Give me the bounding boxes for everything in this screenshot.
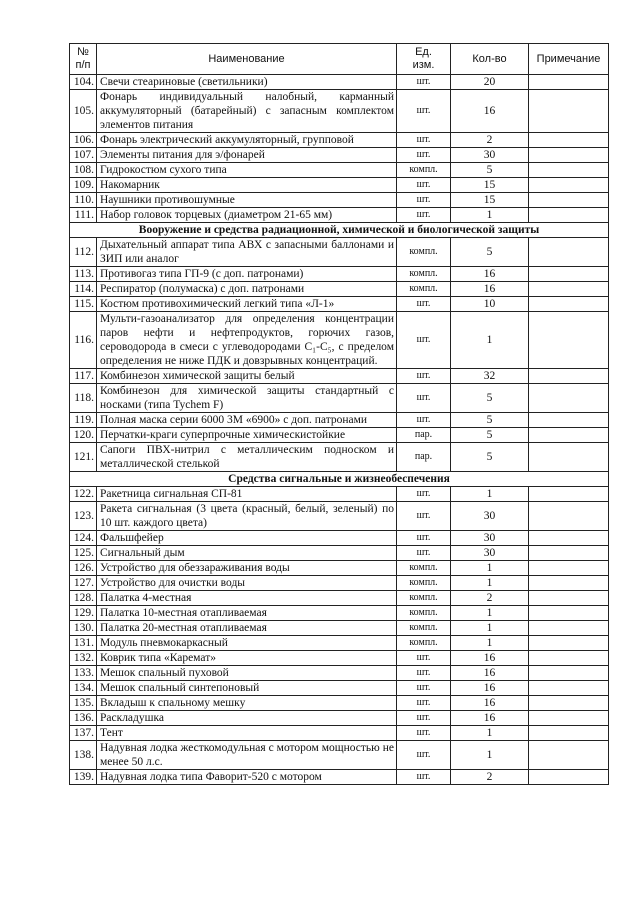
table-row bbox=[70, 711, 609, 726]
item-quantity: 16 bbox=[451, 90, 529, 133]
table-row bbox=[70, 546, 609, 561]
table-row bbox=[70, 487, 609, 502]
table-row bbox=[70, 443, 609, 472]
item-name: Полная маска серии 6000 3М «6900» с доп. патронами bbox=[97, 413, 397, 428]
row-number: 124. bbox=[70, 531, 97, 546]
item-quantity: 30 bbox=[451, 531, 529, 546]
item-quantity: 16 bbox=[451, 282, 529, 297]
item-unit: компл. bbox=[397, 576, 451, 591]
item-name: Наушники противошумные bbox=[97, 193, 397, 208]
row-number: 135. bbox=[70, 696, 97, 711]
item-note bbox=[529, 267, 609, 282]
table-row bbox=[70, 576, 609, 591]
item-name: Модуль пневмокаркасный bbox=[97, 636, 397, 651]
item-name: Вкладыш к спальному мешку bbox=[97, 696, 397, 711]
row-number: 122. bbox=[70, 487, 97, 502]
row-number: 139. bbox=[70, 770, 97, 785]
item-unit: компл. bbox=[397, 267, 451, 282]
item-quantity: 16 bbox=[451, 651, 529, 666]
item-unit: шт. bbox=[397, 369, 451, 384]
table-row bbox=[70, 90, 609, 133]
item-quantity: 1 bbox=[451, 561, 529, 576]
item-unit: шт. bbox=[397, 297, 451, 312]
row-number: 109. bbox=[70, 178, 97, 193]
item-unit: шт. bbox=[397, 193, 451, 208]
table-row bbox=[70, 163, 609, 178]
item-unit: шт. bbox=[397, 681, 451, 696]
item-note bbox=[529, 193, 609, 208]
table-row bbox=[70, 148, 609, 163]
table-row bbox=[70, 193, 609, 208]
item-unit: шт. bbox=[397, 502, 451, 531]
item-quantity: 32 bbox=[451, 369, 529, 384]
row-number: 119. bbox=[70, 413, 97, 428]
table-row bbox=[70, 666, 609, 681]
row-number: 118. bbox=[70, 384, 97, 413]
item-quantity: 5 bbox=[451, 428, 529, 443]
item-quantity: 5 bbox=[451, 238, 529, 267]
row-number: 105. bbox=[70, 90, 97, 133]
item-unit: шт. bbox=[397, 741, 451, 770]
item-name: Устройство для обеззараживания воды bbox=[97, 561, 397, 576]
item-note bbox=[529, 696, 609, 711]
item-unit: шт. bbox=[397, 651, 451, 666]
item-note bbox=[529, 238, 609, 267]
table-row bbox=[70, 591, 609, 606]
item-name: Противогаз типа ГП-9 (с доп. патронами) bbox=[97, 267, 397, 282]
item-note bbox=[529, 282, 609, 297]
item-unit: компл. bbox=[397, 636, 451, 651]
item-quantity: 1 bbox=[451, 208, 529, 223]
row-number: 132. bbox=[70, 651, 97, 666]
table-body bbox=[70, 75, 609, 785]
item-quantity: 2 bbox=[451, 591, 529, 606]
row-number: 112. bbox=[70, 238, 97, 267]
table-row bbox=[70, 75, 609, 90]
item-unit: шт. bbox=[397, 312, 451, 369]
table-row bbox=[70, 741, 609, 770]
item-name: Мульти-газоанализатор для определения концентрации паров нефти и нефтепродуктов, горючих газов, сероводорода в смеси с углеводородами C₁-C₅, с пределом определения не ниже ПДК и довзрывных концентраций. bbox=[97, 312, 397, 369]
item-quantity: 5 bbox=[451, 413, 529, 428]
item-name: Фонарь индивидуальный налобный, карманный аккумуляторный (батарейный) с запасным комплектом элементов питания bbox=[97, 90, 397, 133]
item-note bbox=[529, 90, 609, 133]
item-name: Сапоги ПВХ-нитрил с металлическим подноском и металлической стелькой bbox=[97, 443, 397, 472]
item-note bbox=[529, 297, 609, 312]
item-quantity: 30 bbox=[451, 148, 529, 163]
item-unit: шт. bbox=[397, 90, 451, 133]
table-row bbox=[70, 312, 609, 369]
row-number: 117. bbox=[70, 369, 97, 384]
item-unit: шт. bbox=[397, 148, 451, 163]
table-row bbox=[70, 681, 609, 696]
item-unit: шт. bbox=[397, 413, 451, 428]
item-quantity: 1 bbox=[451, 741, 529, 770]
item-quantity: 5 bbox=[451, 163, 529, 178]
item-name: Ракетница сигнальная СП-81 bbox=[97, 487, 397, 502]
section-title: Средства сигнальные и жизнеобеспечения bbox=[70, 472, 609, 487]
item-name: Набор головок торцевых (диаметром 21-65 мм) bbox=[97, 208, 397, 223]
row-number: 130. bbox=[70, 621, 97, 636]
item-unit: компл. bbox=[397, 163, 451, 178]
item-unit: шт. bbox=[397, 666, 451, 681]
item-quantity: 16 bbox=[451, 267, 529, 282]
item-quantity: 16 bbox=[451, 696, 529, 711]
table-header-row bbox=[70, 44, 609, 75]
item-name: Сигнальный дым bbox=[97, 546, 397, 561]
item-unit: шт. bbox=[397, 178, 451, 193]
item-quantity: 1 bbox=[451, 726, 529, 741]
item-name: Фонарь электрический аккумуляторный, групповой bbox=[97, 133, 397, 148]
document-page bbox=[69, 43, 608, 785]
table-row bbox=[70, 502, 609, 531]
item-name: Костюм противохимический легкий типа «Л-1» bbox=[97, 297, 397, 312]
item-unit: шт. bbox=[397, 487, 451, 502]
item-note bbox=[529, 591, 609, 606]
row-number: 127. bbox=[70, 576, 97, 591]
item-quantity: 1 bbox=[451, 312, 529, 369]
item-note bbox=[529, 770, 609, 785]
item-note bbox=[529, 428, 609, 443]
item-quantity: 2 bbox=[451, 770, 529, 785]
table-row bbox=[70, 208, 609, 223]
table-row bbox=[70, 178, 609, 193]
item-note bbox=[529, 726, 609, 741]
item-quantity: 1 bbox=[451, 487, 529, 502]
header-note: Примечание bbox=[529, 44, 609, 75]
item-note bbox=[529, 636, 609, 651]
table-row bbox=[70, 621, 609, 636]
table-row bbox=[70, 636, 609, 651]
item-note bbox=[529, 163, 609, 178]
item-quantity: 5 bbox=[451, 443, 529, 472]
item-name: Перчатки-краги суперпрочные химическистойкие bbox=[97, 428, 397, 443]
item-unit: шт. bbox=[397, 384, 451, 413]
row-number: 116. bbox=[70, 312, 97, 369]
item-unit: пар. bbox=[397, 428, 451, 443]
item-unit: компл. bbox=[397, 282, 451, 297]
item-quantity: 1 bbox=[451, 576, 529, 591]
item-unit: шт. bbox=[397, 75, 451, 90]
item-name: Дыхательный аппарат типа АВХ с запасными баллонами и ЗИП или аналог bbox=[97, 238, 397, 267]
row-number: 104. bbox=[70, 75, 97, 90]
item-note bbox=[529, 666, 609, 681]
item-unit: компл. bbox=[397, 621, 451, 636]
section-title: Вооружение и средства радиационной, химической и биологической защиты bbox=[70, 223, 609, 238]
item-name: Мешок спальный синтепоновый bbox=[97, 681, 397, 696]
item-note bbox=[529, 621, 609, 636]
table-row bbox=[70, 770, 609, 785]
section-row bbox=[70, 472, 609, 487]
item-quantity: 16 bbox=[451, 666, 529, 681]
section-row bbox=[70, 223, 609, 238]
item-name: Гидрокостюм сухого типа bbox=[97, 163, 397, 178]
table-row bbox=[70, 369, 609, 384]
item-quantity: 16 bbox=[451, 681, 529, 696]
item-unit: шт. bbox=[397, 726, 451, 741]
table-row bbox=[70, 606, 609, 621]
row-number: 125. bbox=[70, 546, 97, 561]
item-note bbox=[529, 711, 609, 726]
item-quantity: 30 bbox=[451, 502, 529, 531]
header-num: № п/п bbox=[70, 44, 97, 75]
item-name: Тент bbox=[97, 726, 397, 741]
item-name: Комбинезон химической защиты белый bbox=[97, 369, 397, 384]
item-quantity: 16 bbox=[451, 711, 529, 726]
item-unit: компл. bbox=[397, 606, 451, 621]
row-number: 129. bbox=[70, 606, 97, 621]
item-name: Фальшфейер bbox=[97, 531, 397, 546]
item-note bbox=[529, 369, 609, 384]
item-quantity: 1 bbox=[451, 606, 529, 621]
row-number: 128. bbox=[70, 591, 97, 606]
item-quantity: 30 bbox=[451, 546, 529, 561]
table-row bbox=[70, 696, 609, 711]
item-name: Респиратор (полумаска) с доп. патронами bbox=[97, 282, 397, 297]
item-quantity: 20 bbox=[451, 75, 529, 90]
item-note bbox=[529, 178, 609, 193]
item-note bbox=[529, 413, 609, 428]
item-note bbox=[529, 75, 609, 90]
row-number: 106. bbox=[70, 133, 97, 148]
item-note bbox=[529, 487, 609, 502]
item-note bbox=[529, 443, 609, 472]
item-unit: компл. bbox=[397, 561, 451, 576]
item-unit: шт. bbox=[397, 770, 451, 785]
item-name: Ракета сигнальная (3 цвета (красный, белый, зеленый) по 10 шт. каждого цвета) bbox=[97, 502, 397, 531]
item-name: Мешок спальный пуховой bbox=[97, 666, 397, 681]
table-row bbox=[70, 282, 609, 297]
row-number: 138. bbox=[70, 741, 97, 770]
item-note bbox=[529, 606, 609, 621]
header-name: Наименование bbox=[97, 44, 397, 75]
item-name: Палатка 4-местная bbox=[97, 591, 397, 606]
item-note bbox=[529, 576, 609, 591]
item-quantity: 10 bbox=[451, 297, 529, 312]
row-number: 108. bbox=[70, 163, 97, 178]
table-row bbox=[70, 531, 609, 546]
item-note bbox=[529, 681, 609, 696]
item-note bbox=[529, 502, 609, 531]
item-unit: шт. bbox=[397, 546, 451, 561]
item-note bbox=[529, 133, 609, 148]
item-unit: шт. bbox=[397, 711, 451, 726]
item-name: Палатка 20-местная отапливаемая bbox=[97, 621, 397, 636]
row-number: 111. bbox=[70, 208, 97, 223]
table-row bbox=[70, 413, 609, 428]
item-unit: компл. bbox=[397, 591, 451, 606]
item-note bbox=[529, 384, 609, 413]
row-number: 131. bbox=[70, 636, 97, 651]
table-row bbox=[70, 133, 609, 148]
table-row bbox=[70, 297, 609, 312]
item-unit: шт. bbox=[397, 208, 451, 223]
row-number: 136. bbox=[70, 711, 97, 726]
item-quantity: 15 bbox=[451, 193, 529, 208]
row-number: 123. bbox=[70, 502, 97, 531]
item-name: Палатка 10-местная отапливаемая bbox=[97, 606, 397, 621]
table-row bbox=[70, 267, 609, 282]
header-qty: Кол-во bbox=[451, 44, 529, 75]
item-note bbox=[529, 561, 609, 576]
item-unit: пар. bbox=[397, 443, 451, 472]
row-number: 126. bbox=[70, 561, 97, 576]
item-name: Надувная лодка жесткомодульная с мотором мощностью не менее 50 л.с. bbox=[97, 741, 397, 770]
header-unit: Ед. изм. bbox=[397, 44, 451, 75]
item-name: Коврик типа «Каремат» bbox=[97, 651, 397, 666]
table-row bbox=[70, 561, 609, 576]
item-note bbox=[529, 741, 609, 770]
item-note bbox=[529, 148, 609, 163]
item-unit: шт. bbox=[397, 531, 451, 546]
table-row bbox=[70, 726, 609, 741]
item-note bbox=[529, 531, 609, 546]
table-row bbox=[70, 651, 609, 666]
item-name: Комбинезон для химической защиты стандартный с носками (типа Tychem F) bbox=[97, 384, 397, 413]
item-unit: шт. bbox=[397, 133, 451, 148]
item-quantity: 2 bbox=[451, 133, 529, 148]
row-number: 121. bbox=[70, 443, 97, 472]
table-row bbox=[70, 238, 609, 267]
row-number: 120. bbox=[70, 428, 97, 443]
equipment-table bbox=[69, 43, 609, 785]
item-name: Надувная лодка типа Фаворит-520 с мотором bbox=[97, 770, 397, 785]
item-name: Раскладушка bbox=[97, 711, 397, 726]
item-quantity: 1 bbox=[451, 621, 529, 636]
table-row bbox=[70, 384, 609, 413]
row-number: 133. bbox=[70, 666, 97, 681]
item-name: Накомарник bbox=[97, 178, 397, 193]
item-unit: шт. bbox=[397, 696, 451, 711]
item-name: Устройство для очистки воды bbox=[97, 576, 397, 591]
item-unit: компл. bbox=[397, 238, 451, 267]
item-name: Свечи стеариновые (светильники) bbox=[97, 75, 397, 90]
row-number: 114. bbox=[70, 282, 97, 297]
item-quantity: 15 bbox=[451, 178, 529, 193]
row-number: 115. bbox=[70, 297, 97, 312]
row-number: 134. bbox=[70, 681, 97, 696]
table-row bbox=[70, 428, 609, 443]
item-name: Элементы питания для э/фонарей bbox=[97, 148, 397, 163]
item-note bbox=[529, 208, 609, 223]
row-number: 113. bbox=[70, 267, 97, 282]
item-note bbox=[529, 651, 609, 666]
item-quantity: 1 bbox=[451, 636, 529, 651]
row-number: 137. bbox=[70, 726, 97, 741]
item-note bbox=[529, 546, 609, 561]
row-number: 107. bbox=[70, 148, 97, 163]
item-quantity: 5 bbox=[451, 384, 529, 413]
item-note bbox=[529, 312, 609, 369]
row-number: 110. bbox=[70, 193, 97, 208]
